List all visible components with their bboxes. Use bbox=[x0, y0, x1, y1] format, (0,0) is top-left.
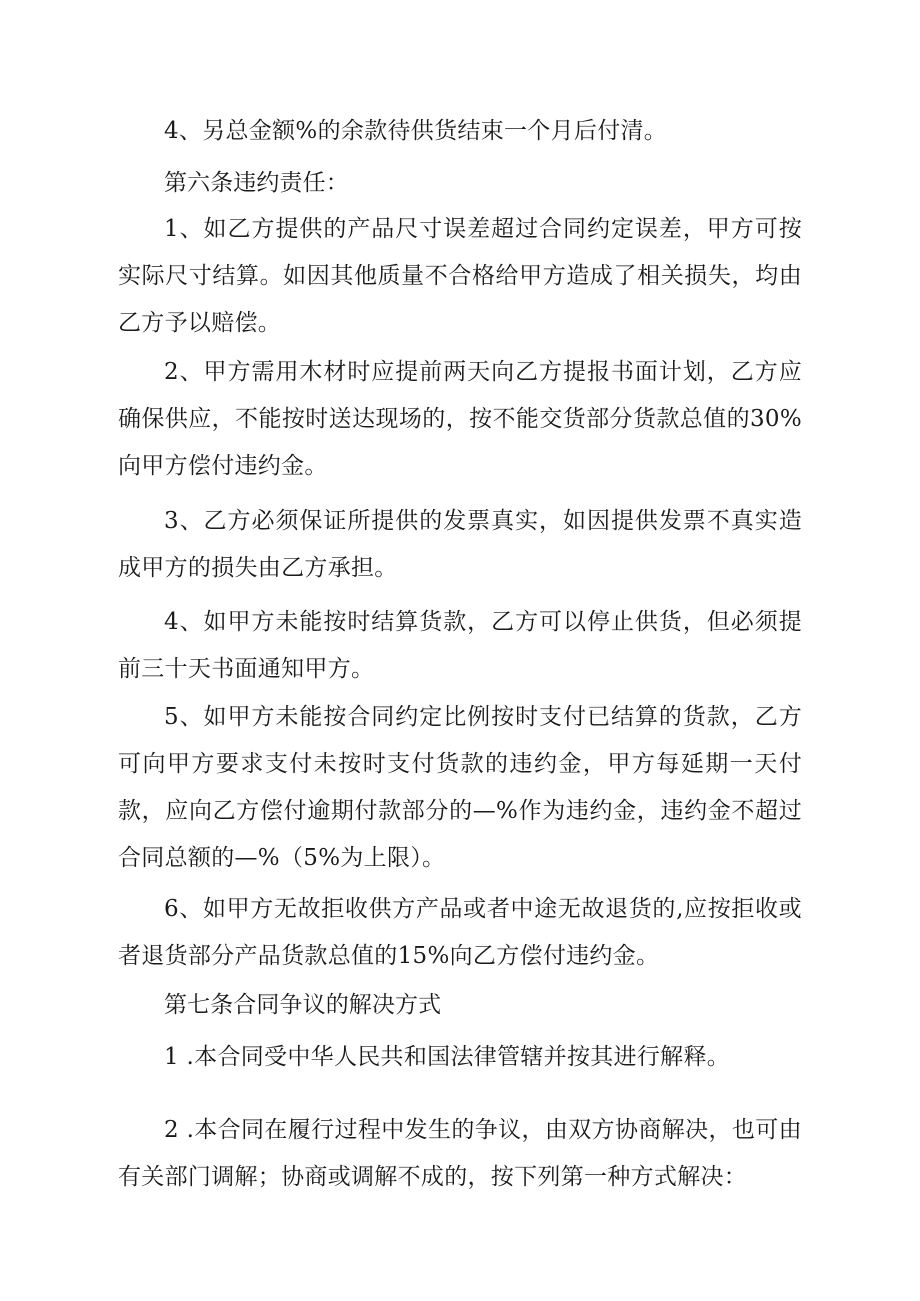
clause-5-item-4: 4、另总金额%的余款待供货结束一个月后付清。 bbox=[164, 118, 668, 144]
article-6-item-2: 2、甲方需用木材时应提前两天向乙方提报书面计划，乙方应确保供应，不能按时送达现场的，按不能交货部分货款总值的30%向甲方偿付违约金。 bbox=[118, 359, 802, 479]
article-6-item-5: 5、如甲方未能按合同约定比例按时支付已结算的货款，乙方可向甲方要求支付未按时支付货款的违约金，甲方每延期一天付款，应向乙方偿付逾期付款部分的—%作为违约金，违约金不超过合同总额的—%（5%为上限）。 bbox=[118, 704, 802, 871]
article-6-item-4: 4、如甲方未能按时结算货款，乙方可以停止供货，但必须提前三十天书面通知甲方。 bbox=[118, 609, 802, 682]
article-7-item-1: 1 .本合同受中华人民共和国法律管辖并按其进行解释。 bbox=[164, 1044, 731, 1070]
article-7-item-2: 2 .本合同在履行过程中发生的争议，由双方协商解决，也可由有关部门调解；协商或调解不成的，按下列第一种方式解决： bbox=[118, 1117, 802, 1190]
article-7-heading: 第七条合同争议的解决方式 bbox=[164, 992, 442, 1018]
article-6-item-1: 1、如乙方提供的产品尺寸误差超过合同约定误差，甲方可按实际尺寸结算。如因其他质量不合格给甲方造成了相关损失，均由乙方予以赔偿。 bbox=[118, 216, 802, 336]
article-6-item-3: 3、乙方必须保证所提供的发票真实，如因提供发票不真实造成甲方的损失由乙方承担。 bbox=[118, 508, 802, 581]
article-6-item-6: 6、如甲方无故拒收供方产品或者中途无故退货的,应按拒收或者退货部分产品货款总值的15%向乙方偿付违约金。 bbox=[118, 896, 802, 969]
article-6-heading: 第六条违约责任： bbox=[164, 170, 349, 196]
